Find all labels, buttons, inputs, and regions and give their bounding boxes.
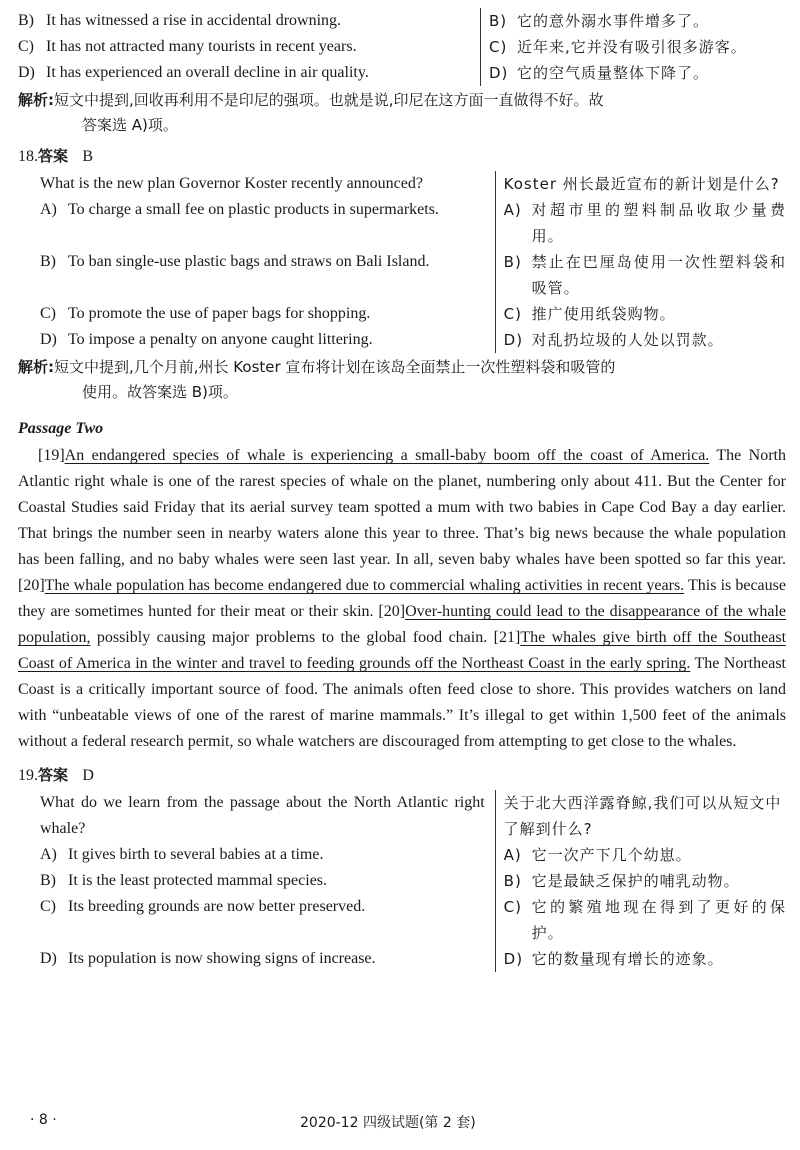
option-key: C): [40, 305, 56, 322]
passage-text: This is because they are sometimes hunted for their meat or their skin.: [18, 577, 786, 620]
option-text-zh: 对超市里的塑料制品收取少量费用。: [531, 201, 786, 245]
analysis-label: 解析:: [18, 91, 54, 109]
option-key-zh: B): [503, 872, 522, 890]
q18-option-row: [40, 249, 786, 301]
q19-question-row: [40, 790, 786, 842]
option-text-zh: 对乱扔垃圾的人处以罚款。: [531, 331, 724, 349]
answer-label: 答案: [38, 147, 69, 165]
option-text-en: It has experienced an overall decline in air quality.: [46, 64, 369, 81]
passage-text: The North Atlantic right whale is one of the rarest species of whale on the planet, numbering only about 411. But the Center for Coastal Studies said Friday that its aerial survey team spotted a mum with two babies in Cape Cod Bay a day earlier. That brings the number seen in nearby waters alone this year to three. That’s big news because the whale population has been falling, and no baby whales were seen last year. In all, seven baby whales have been spotted so far this year.: [18, 447, 786, 568]
q19: [18, 761, 786, 972]
option-text-en: Its breeding grounds are now better preserved.: [68, 898, 366, 915]
option-text-en: It gives birth to several babies at a time.: [68, 846, 324, 863]
option-key-zh: B): [503, 253, 522, 271]
passage-text: possibly causing major problems to the global food chain.: [90, 629, 494, 646]
option-key-zh: D): [503, 950, 524, 968]
question-number: 19.: [18, 767, 38, 784]
option-text-zh: 近年来,它并没有吸引很多游客。: [517, 38, 747, 56]
question-text-zh: Koster 州长最近宣布的新计划是什么?: [495, 171, 786, 197]
option-text-en: Its population is now showing signs of increase.: [68, 950, 376, 967]
option-key: B): [40, 872, 56, 889]
option-text-zh: 禁止在巴厘岛使用一次性塑料袋和吸管。: [531, 253, 786, 297]
q17-option-row: [18, 8, 786, 34]
analysis-line-2: 使用。故答案选 B)项。: [82, 383, 238, 401]
q18-analysis: [18, 355, 786, 405]
option-text-zh: 它的空气质量整体下降了。: [517, 64, 710, 82]
option-key-zh: C): [503, 305, 522, 323]
analysis-label: 解析:: [18, 358, 54, 376]
question-text-zh: 关于北大西洋露脊鲸,我们可以从短文中了解到什么?: [495, 790, 786, 842]
q19-option-row: [40, 946, 786, 972]
passage-body: [18, 443, 786, 755]
q17-analysis: [18, 88, 786, 138]
option-key-zh: D): [489, 64, 509, 82]
analysis-line-1: 短文中提到,回收再利用不是印尼的强项。也就是说,印尼在这方面一直做得不好。故: [54, 91, 604, 109]
option-text-zh: 推广使用纸袋购物。: [531, 305, 676, 323]
analysis-line-1: 短文中提到,几个月前,州长 Koster 宣布将计划在该岛全面禁止一次性塑料袋和吸管的: [54, 358, 616, 376]
option-key-zh: A): [503, 201, 522, 219]
passage-text: The Northeast Coast is a critically important source of food. The animals often feed close to shore. This provides watchers on land with “unbeatable views of one of the rarest of marine mammals.” It’s illegal to get within 1,500 feet of the animals without a federal research permit, so whale watchers are discouraged from attempting to get close to the whales.: [18, 655, 786, 750]
option-key: A): [40, 846, 57, 863]
question-text-en: What do we learn from the passage about the North Atlantic right whale?: [40, 794, 485, 837]
q18-answer-line: [18, 142, 786, 171]
question-text-en: What is the new plan Governor Koster recently announced?: [40, 175, 423, 192]
option-key: A): [40, 201, 57, 218]
passage-title: Passage Two: [18, 420, 104, 437]
page-number: · 8 ·: [30, 1112, 57, 1128]
q19-option-row: [40, 894, 786, 946]
q19-option-row: [40, 842, 786, 868]
q18-option-row: [40, 327, 786, 353]
underlined-sentence: Over-hunting could lead to the disappearance of the whale population,: [18, 603, 787, 646]
underlined-sentence: The whales give birth off the Southeast Coast of America in the winter and travel to feeding grounds off the Northeast Coast in the early spring.: [18, 629, 787, 672]
question-marker: [20]: [18, 577, 45, 594]
option-text-en: To charge a small fee on plastic products in supermarkets.: [68, 201, 439, 218]
option-text-zh: 它的数量现有增长的迹象。: [531, 950, 724, 968]
option-text-en: To impose a penalty on anyone caught littering.: [68, 331, 373, 348]
question-marker: [20]: [378, 603, 406, 620]
option-key: C): [18, 38, 34, 55]
option-text-en: To ban single-use plastic bags and straws on Bali Island.: [68, 253, 430, 270]
option-key: B): [40, 253, 56, 270]
option-key-zh: D): [503, 331, 524, 349]
option-text-zh: 它的繁殖地现在得到了更好的保护。: [531, 898, 786, 942]
option-key-zh: C): [489, 38, 508, 56]
q19-answer-line: [18, 761, 786, 790]
option-text-zh: 它是最缺乏保护的哺乳动物。: [531, 872, 740, 890]
option-text-en: It has witnessed a rise in accidental drowning.: [46, 12, 342, 29]
option-key: B): [18, 12, 34, 29]
q18-option-row: [40, 197, 786, 249]
option-text-zh: 它一次产下几个幼崽。: [531, 846, 692, 864]
option-text-en: To promote the use of paper bags for shopping.: [68, 305, 371, 322]
underlined-sentence: An endangered species of whale is experiencing a small-baby boom off the coast of America.: [64, 447, 710, 464]
option-text-en: It is the least protected mammal species.: [68, 872, 328, 889]
footer-title: 2020-12 四级试题(第 2 套): [300, 1115, 476, 1131]
option-key-zh: A): [503, 846, 522, 864]
option-text-zh: 它的意外溺水事件增多了。: [517, 12, 710, 30]
underlined-sentence: The whale population has become endangered due to commercial whaling activities in recent years.: [44, 577, 685, 594]
q17-options: [18, 8, 786, 138]
option-key: D): [40, 331, 57, 348]
option-key-zh: C): [503, 898, 522, 916]
q18-question-row: [40, 171, 786, 197]
q17-option-row: [18, 34, 786, 60]
question-marker: [19]: [38, 447, 65, 464]
answer-value: B: [82, 148, 93, 165]
question-marker: [21]: [493, 629, 521, 646]
answer-label: 答案: [38, 766, 69, 784]
exam-page: [18, 8, 786, 972]
answer-value: D: [82, 767, 94, 784]
analysis-line-2: 答案选 A)项。: [82, 116, 178, 134]
question-number: 18.: [18, 148, 38, 165]
option-key: C): [40, 898, 56, 915]
q19-option-row: [40, 868, 786, 894]
option-key: D): [18, 64, 35, 81]
q17-option-row: [18, 60, 786, 86]
q18: [18, 142, 786, 405]
option-text-en: It has not attracted many tourists in recent years.: [46, 38, 357, 55]
option-key: D): [40, 950, 57, 967]
q18-option-row: [40, 301, 786, 327]
option-key-zh: B): [489, 12, 508, 30]
